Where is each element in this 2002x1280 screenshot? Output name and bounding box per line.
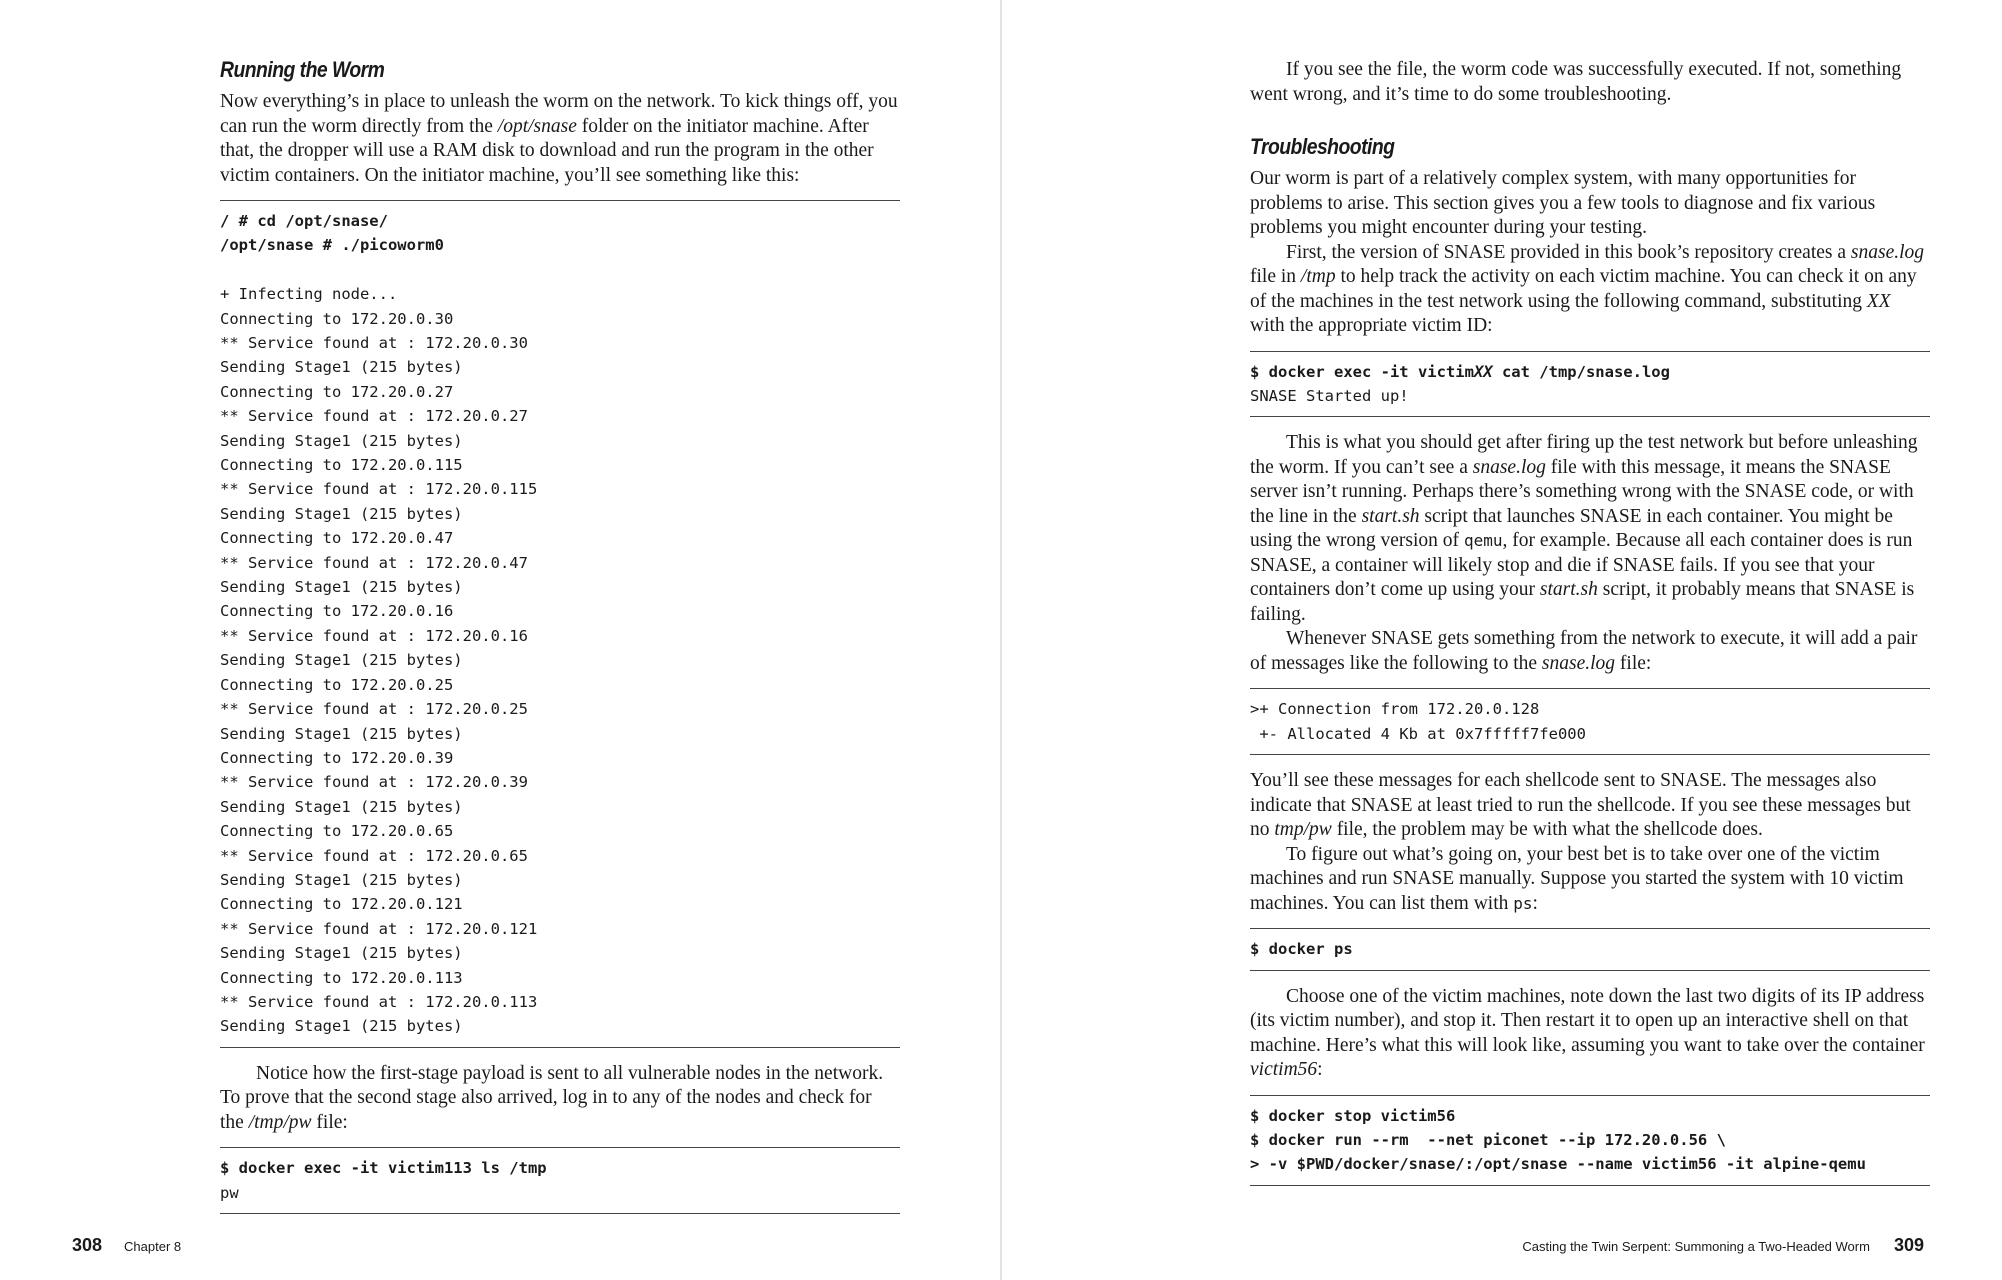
code-line: +- Allocated 4 Kb at 0x7fffff7fe000 — [1250, 724, 1586, 743]
code-line: ** Service found at : 172.20.0.47 — [220, 553, 528, 572]
text: : — [1317, 1059, 1323, 1081]
code-line: ** Service found at : 172.20.0.16 — [220, 626, 528, 645]
code-line: ** Service found at : 172.20.0.115 — [220, 480, 538, 499]
code-line-output: SNASE Started up! — [1250, 386, 1409, 405]
text: file: — [1615, 652, 1652, 674]
code-line: Sending Stage1 (215 bytes) — [220, 578, 463, 597]
code-block-docker-ps — [1250, 928, 1930, 970]
code-line: Sending Stage1 (215 bytes) — [220, 1017, 463, 1036]
text: : — [1532, 892, 1538, 914]
code-block-docker-run — [1250, 1095, 1930, 1186]
whenever-paragraph — [1250, 627, 1930, 676]
text: file in — [1250, 266, 1301, 287]
text: script that launches SNASE in each container. You might be using the wrong version of — [1250, 505, 1893, 552]
code-line: /opt/snase # ./picoworm0 — [220, 236, 444, 255]
code-line: Connecting to 172.20.0.113 — [220, 968, 463, 987]
code-line: Sending Stage1 (215 bytes) — [220, 651, 463, 670]
placeholder-xx: XX — [1866, 290, 1891, 312]
text: First, the version of SNASE provided in this book’s repository creates a — [1286, 241, 1851, 263]
code-block-ls-tmp — [220, 1147, 900, 1214]
text: Whenever SNASE gets something from the network to execute, it will add a pair of messages like the following to the — [1250, 628, 1918, 674]
this-is-paragraph — [1250, 431, 1930, 627]
text: This is what you should get after firing up the test network but before unleashing the worm. If you can’t see a — [1250, 432, 1918, 478]
text: Choose one of the victim machines, note down the last two digits of its IP address (its victim number), and stop it. Then restart it to open up an interactive shell on that machine. Here’s what this will look like, assuming you want to take over the container — [1250, 985, 1925, 1056]
text: file with this message, it means the SNASE server isn’t running. Perhaps there’s something wrong with the SNASE code, or with the line in the — [1250, 456, 1914, 527]
code-line — [220, 258, 900, 282]
intro-path: /opt/snase — [497, 115, 577, 137]
code-line: Sending Stage1 (215 bytes) — [220, 504, 463, 523]
code-line: Connecting to 172.20.0.39 — [220, 748, 454, 767]
intro-text-2: folder on the initiator machine. After that, the dropper will use a RAM disk to download and run the program in the other victim containers. On the initiator machine, you’ll see something like this: — [220, 115, 874, 186]
cmd-part: cat /tmp/snase.log — [1492, 362, 1670, 381]
left-page-body — [220, 56, 900, 1228]
text: with the appropriate victim ID: — [1250, 315, 1493, 336]
code-line-cmd: $ docker exec -it victim113 ls /tmp — [220, 1159, 547, 1178]
code-line: + Infecting node... — [220, 285, 398, 304]
code-line: Connecting to 172.20.0.115 — [220, 456, 463, 475]
code-line: Sending Stage1 (215 bytes) — [220, 358, 463, 377]
code-line: ** Service found at : 172.20.0.121 — [220, 919, 538, 938]
notice-text-1: Notice how the first-stage payload is sent to all vulnerable nodes in the network. To prove that the second stage also arrived, log in to any of the nodes and check for the — [220, 1062, 884, 1133]
container-name: victim56 — [1250, 1059, 1318, 1081]
inline-code: qemu — [1463, 531, 1503, 551]
code-block-worm-output — [220, 200, 900, 1048]
code-line: Connecting to 172.20.0.47 — [220, 529, 454, 548]
notice-path: /tmp/pw — [248, 1111, 312, 1133]
code-block-connection-log — [1250, 688, 1930, 755]
code-line: Connecting to 172.20.0.30 — [220, 309, 454, 328]
filename: tmp/pw — [1274, 819, 1332, 841]
code-line: Connecting to 172.20.0.27 — [220, 382, 454, 401]
code-line: ** Service found at : 172.20.0.30 — [220, 334, 528, 353]
script-name: start.sh — [1539, 579, 1598, 601]
filename: snase.log — [1850, 241, 1925, 263]
cmd-part: $ docker exec -it victim — [1250, 362, 1474, 381]
code-line: Connecting to 172.20.0.121 — [220, 895, 463, 914]
filename: snase.log — [1541, 652, 1616, 674]
code-line-output: pw — [220, 1183, 239, 1202]
text: , for example. Because all each container does is run SNASE, a container will likely stop and die if SNASE fails. If you see that your containers don’t come up using your — [1250, 530, 1913, 601]
code-line-cmd: $ docker stop victim56 — [1250, 1106, 1456, 1125]
code-line-cmd — [1250, 360, 1930, 384]
left-folio — [72, 1235, 181, 1256]
code-line: Connecting to 172.20.0.65 — [220, 822, 454, 841]
right-page — [1002, 0, 2002, 1280]
text: To figure out what’s going on, your best bet is to take over one of the victim machines and run SNASE manually. Suppose you started the system with 10 victim machines. You can list them with — [1250, 843, 1904, 914]
code-line: ** Service found at : 172.20.0.25 — [220, 700, 528, 719]
notice-paragraph — [220, 1062, 900, 1136]
notice-text-2: file: — [311, 1111, 348, 1133]
inline-code: ps — [1513, 893, 1533, 913]
right-folio — [1522, 1235, 1924, 1256]
page-number: 308 — [72, 1235, 103, 1255]
code-line: Sending Stage1 (215 bytes) — [220, 944, 463, 963]
left-page — [0, 0, 1000, 1280]
figure-out-paragraph — [1250, 843, 1930, 917]
code-line: Sending Stage1 (215 bytes) — [220, 870, 463, 889]
page-number: 309 — [1893, 1235, 1924, 1255]
troubleshooting-intro: Our worm is part of a relatively complex system, with many opportunities for problems to arise. This section gives you a few tools to diagnose and fix various problems you might encounter during your testing. — [1250, 168, 1876, 238]
code-line: / # cd /opt/snase/ — [220, 212, 388, 230]
code-line-cmd: > -v $PWD/docker/snase/:/opt/snase --name victim56 -it alpine-qemu — [1250, 1155, 1866, 1174]
text: You’ll see these messages for each shellcode sent to SNASE. The messages also indicate that SNASE at least tried to run the shellcode. If you see these messages but no — [1250, 770, 1911, 841]
text: script, it probably means that SNASE is failing. — [1250, 579, 1915, 625]
running-head: Casting the Twin Serpent: Summoning a Two-Headed Worm — [1522, 1239, 1870, 1254]
code-line: ** Service found at : 172.20.0.65 — [220, 846, 528, 865]
code-line-cmd: $ docker ps — [1250, 940, 1353, 959]
code-line: Sending Stage1 (215 bytes) — [220, 431, 463, 450]
code-line: ** Service found at : 172.20.0.27 — [220, 407, 528, 426]
code-block-snase-log — [1250, 351, 1930, 418]
right-page-body — [1250, 58, 1930, 1200]
first-paragraph — [1250, 241, 1930, 339]
section-heading-troubleshooting: Troubleshooting — [1250, 134, 1395, 159]
code-line: Connecting to 172.20.0.25 — [220, 675, 454, 694]
intro-text-1: Now everything’s in place to unleash the worm on the network. To kick things off, you can run the worm directly from the — [220, 91, 898, 137]
code-line: Sending Stage1 (215 bytes) — [220, 724, 463, 743]
code-line: >+ Connection from 172.20.0.128 — [1250, 700, 1540, 719]
right-intro-paragraph: If you see the file, the worm code was successfully executed. If not, something went wrong, and it’s time to do some troubleshooting. — [1250, 59, 1902, 105]
code-line: ** Service found at : 172.20.0.39 — [220, 773, 528, 792]
code-line: Sending Stage1 (215 bytes) — [220, 797, 463, 816]
code-line: Connecting to 172.20.0.16 — [220, 602, 454, 621]
code-line: ** Service found at : 172.20.0.113 — [220, 992, 538, 1011]
dirname: /tmp — [1300, 266, 1336, 287]
filename: snase.log — [1472, 456, 1546, 478]
intro-paragraph — [220, 90, 900, 188]
choose-paragraph — [1250, 985, 1930, 1083]
cmd-placeholder: XX — [1473, 362, 1493, 381]
section-heading-running-the-worm: Running the Worm — [220, 57, 385, 82]
see-messages-paragraph — [1250, 769, 1930, 843]
code-line-cmd: $ docker run --rm --net piconet --ip 172.20.0.56 \ — [1250, 1130, 1726, 1149]
text: to help track the activity on each victim machine. You can check it on any of the machines in the test network using the following command, substituting — [1250, 266, 1917, 312]
text: file, the problem may be with what the shellcode does. — [1331, 819, 1763, 841]
script-name: start.sh — [1361, 505, 1420, 527]
running-head: Chapter 8 — [124, 1239, 182, 1254]
